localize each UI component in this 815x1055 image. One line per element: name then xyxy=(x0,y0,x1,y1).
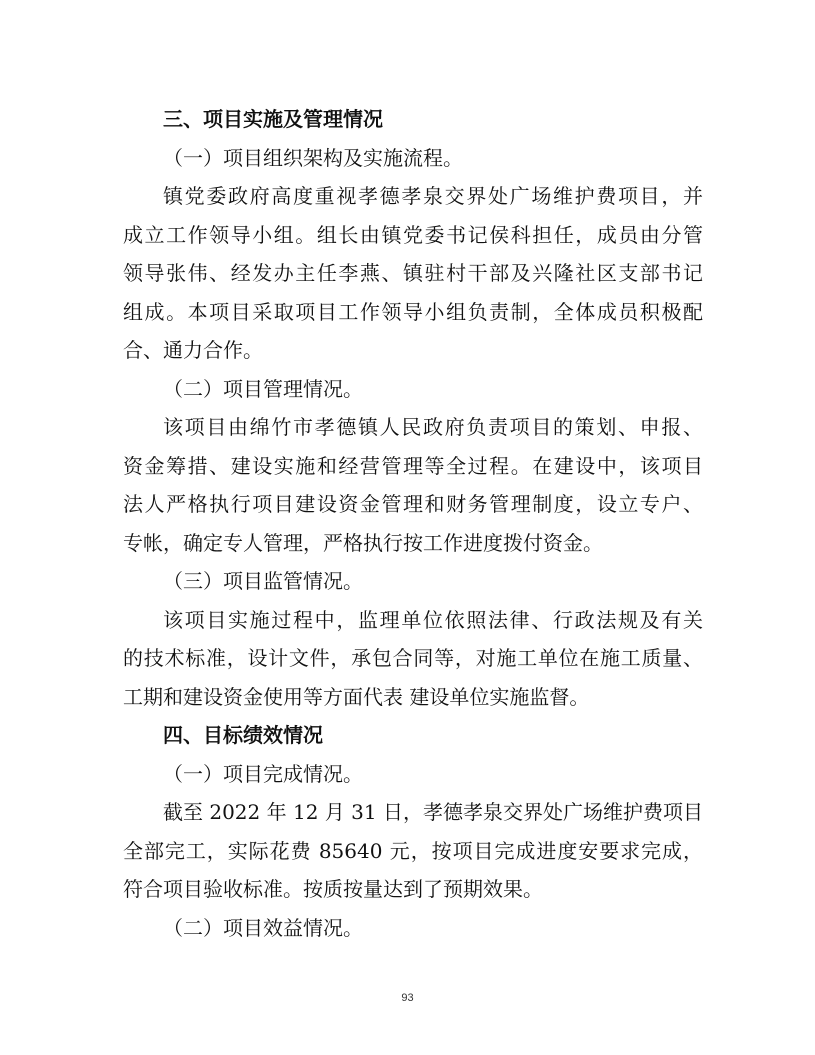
paragraph-line: 成立工作领导小组。组长由镇党委书记侯科担任，成员由分管 xyxy=(123,222,703,247)
paragraph-line: 镇党委政府高度重视孝德孝泉交界处广场维护费项目，并 xyxy=(163,184,703,208)
paragraph-line: 工期和建设资金使用等方面代表 建设单位实施监督。 xyxy=(123,684,590,709)
paragraph-line: 法人严格执行项目建设资金管理和财务管理制度，设立专户、 xyxy=(123,492,703,516)
subsection-title: （二）项目管理情况。 xyxy=(163,376,363,401)
subsection-title: （一）项目完成情况。 xyxy=(163,761,363,786)
paragraph-line: 该项目由绵竹市孝德镇人民政府负责项目的策划、申报、 xyxy=(163,415,703,439)
paragraph-line: 的技术标准，设计文件，承包合同等，对施工单位在施工质量、 xyxy=(123,646,703,670)
paragraph-line: 组成。本项目采取项目工作领导小组负责制，全体成员积极配 xyxy=(123,299,703,324)
subsection-title: （三）项目监管情况。 xyxy=(163,569,363,593)
paragraph-line: 领导张伟、经发办主任李燕、镇驻村干部及兴隆社区支部书记 xyxy=(123,261,703,285)
section-heading: 四、目标绩效情况 xyxy=(163,723,323,747)
subsection-title: （二）项目效益情况。 xyxy=(163,915,363,940)
paragraph-line: 截至 2022 年 12 月 31 日，孝德孝泉交界处广场维护费项目 xyxy=(163,800,703,824)
page-number: 93 xyxy=(401,992,414,1004)
paragraph-line: 资金筹措、建设实施和经营管理等全过程。在建设中，该项目 xyxy=(123,453,703,478)
paragraph-line: 专帐，确定专人管理，严格执行按工作进度拨付资金。 xyxy=(123,530,603,555)
paragraph-line: 合、通力合作。 xyxy=(123,338,263,362)
paragraph-line: 该项目实施过程中，监理单位依照法律、行政法规及有关 xyxy=(163,607,703,632)
paragraph-line: 符合项目验收标准。按质按量达到了预期效果。 xyxy=(123,877,543,901)
subsection-title: （一）项目组织架构及实施流程。 xyxy=(163,145,463,170)
section-heading: 三、项目实施及管理情况 xyxy=(163,107,383,131)
document-body xyxy=(123,100,703,947)
paragraph-line: 全部完工，实际花费 85640 元，按项目完成进度安要求完成， xyxy=(123,838,703,863)
